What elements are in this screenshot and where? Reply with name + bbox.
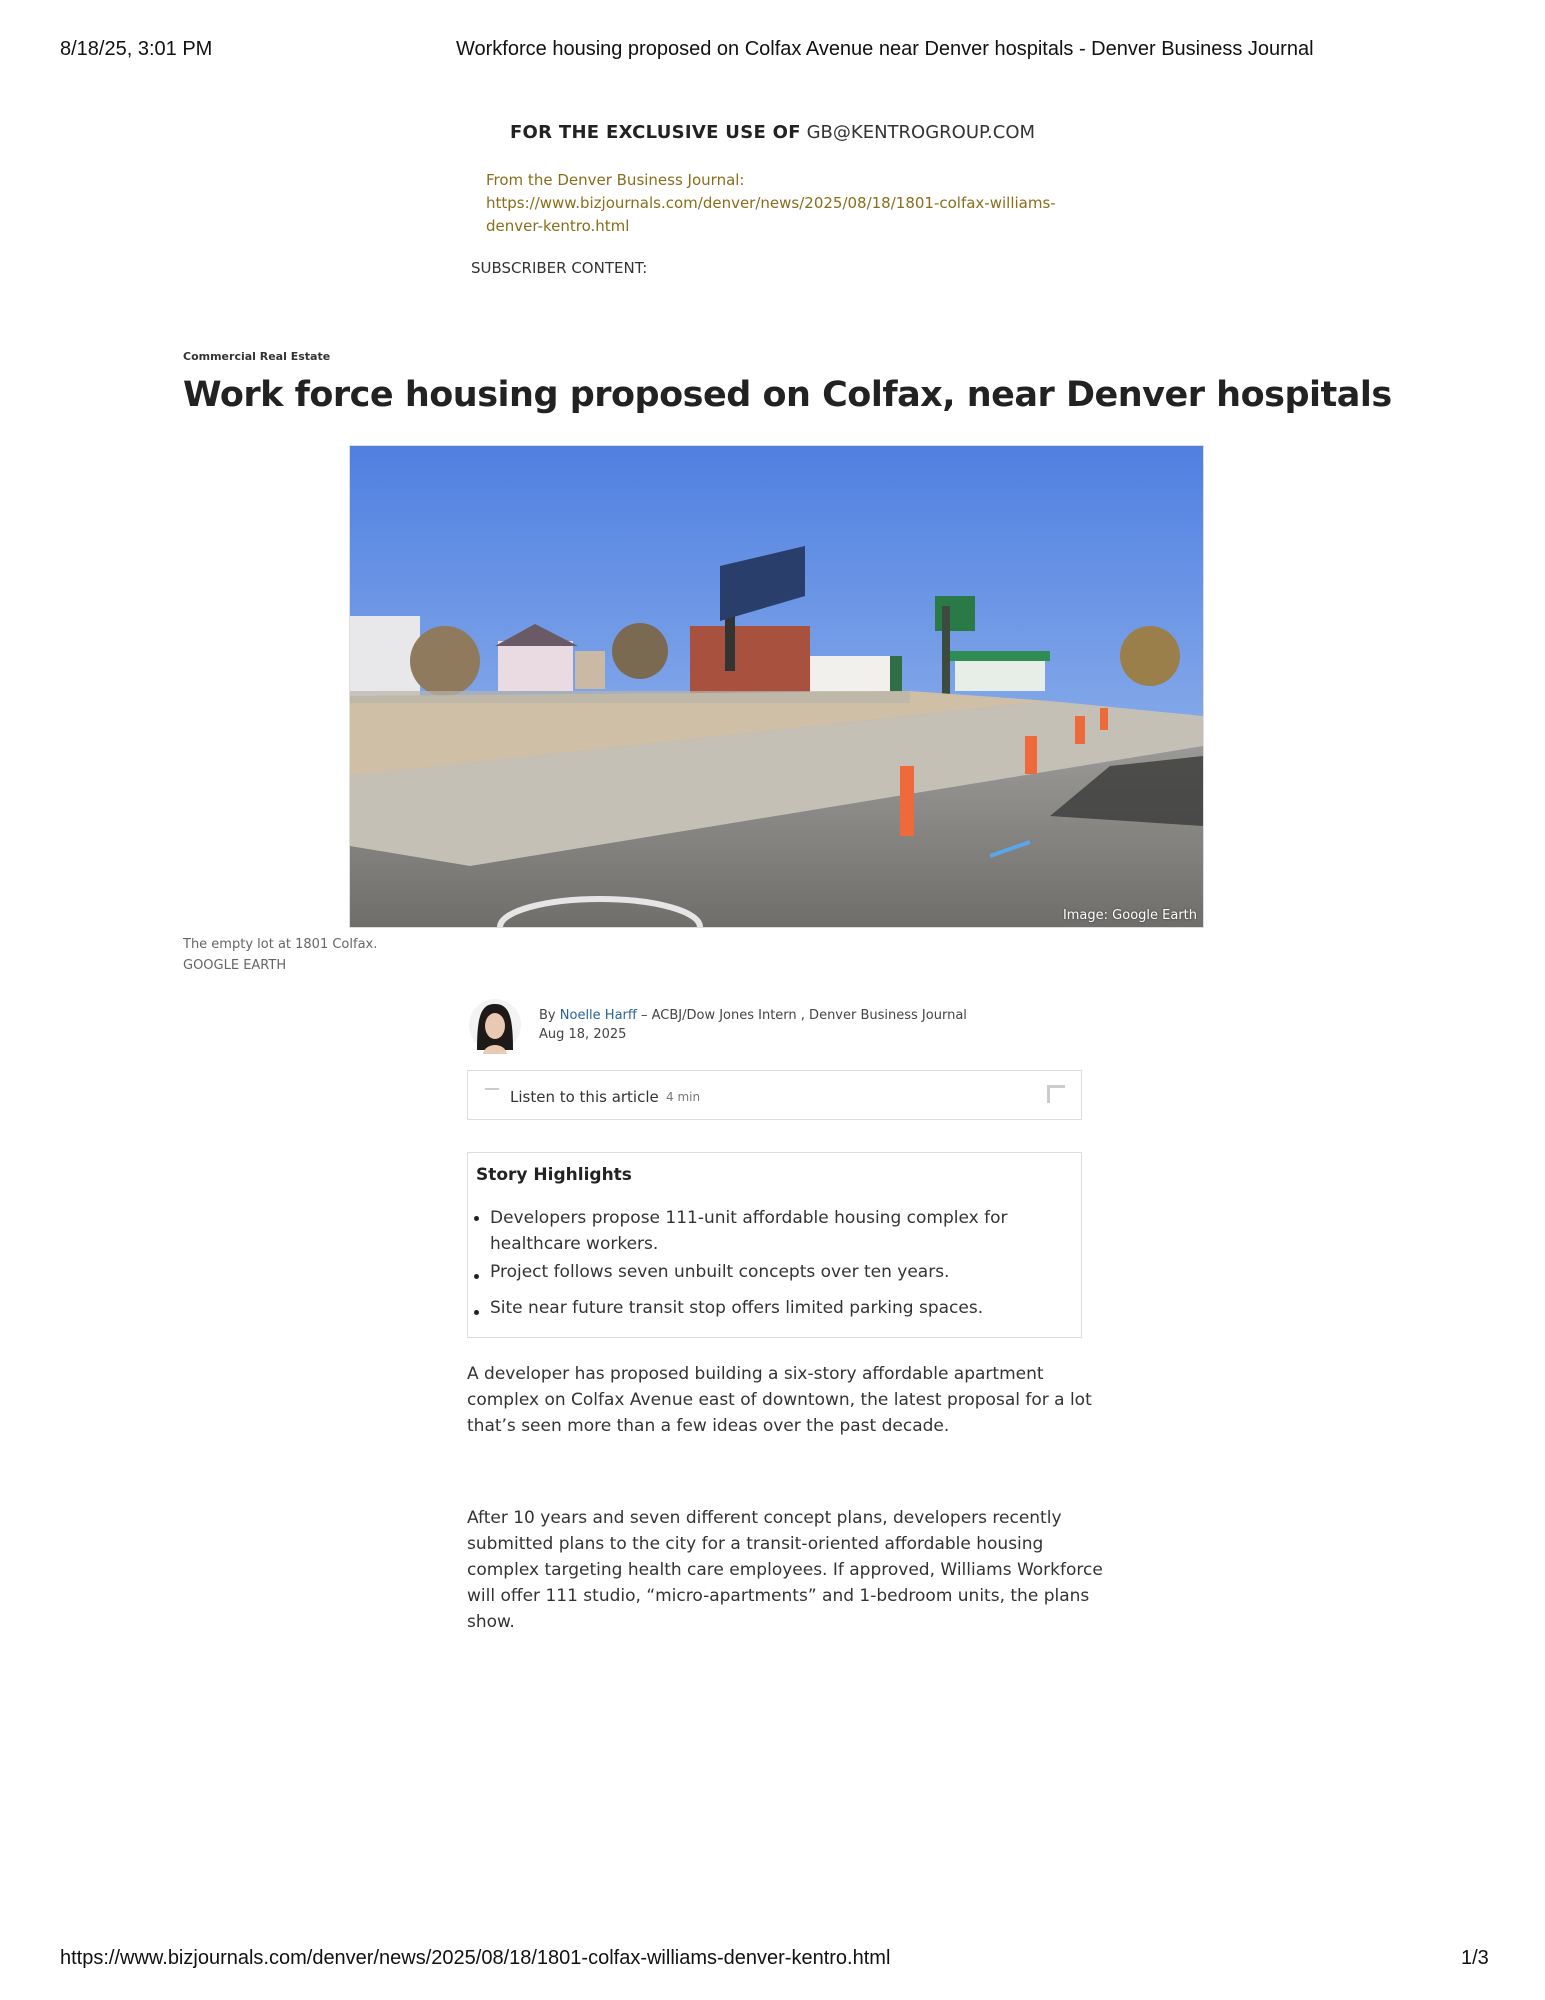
street-view-photo xyxy=(350,446,1203,927)
bullet-icon xyxy=(474,1216,479,1221)
highlight-text: Project follows seven unbuilt concepts over ten years. xyxy=(490,1262,950,1282)
body-paragraph-2: After 10 years and seven different concept plans, developers recently submitted plans to the city for a transit-oriented affordable housing complex targeting health care employees. If approved, Williams Workforce will offer 111 studio, “micro-apartments” and 1-bedroom units, the plans show. xyxy=(467,1508,1103,1632)
source-url-line1: https://www.bizjournals.com/denver/news/2025/08/18/1801-colfax-williams- xyxy=(486,194,1056,212)
exclusive-use-notice xyxy=(0,122,1545,143)
story-highlights-title: Story Highlights xyxy=(476,1165,632,1185)
article-date: Aug 18, 2025 xyxy=(539,1027,627,1042)
listen-to-article-widget[interactable] xyxy=(467,1070,1082,1120)
story-highlights-list xyxy=(468,1205,1068,1321)
highlight-text: Site near future transit stop offers limited parking spaces. xyxy=(490,1298,984,1318)
print-footer-url: https://www.bizjournals.com/denver/news/2025/08/18/1801-colfax-williams-denver-kentro.html xyxy=(60,1947,891,1969)
highlight-text: Developers propose 111-unit affordable housing complex for healthcare workers. xyxy=(490,1208,1008,1254)
print-page-title: Workforce housing proposed on Colfax Avenue near Denver hospitals - Denver Business Journal xyxy=(456,38,1314,60)
article-photo xyxy=(349,445,1204,928)
source-label: From the Denver Business Journal: xyxy=(486,171,745,189)
list-item xyxy=(468,1205,1068,1257)
list-item xyxy=(468,1259,1068,1285)
article-headline: Work force housing proposed on Colfax, near Denver hospitals xyxy=(183,375,1392,415)
caption-credit: GOOGLE EARTH xyxy=(183,958,287,973)
article-byline xyxy=(539,1006,967,1044)
exclusive-use-email: GB@KENTROGROUP.COM xyxy=(806,122,1036,143)
exclusive-use-label: FOR THE EXCLUSIVE USE OF xyxy=(509,122,801,143)
subscriber-content-label: SUBSCRIBER CONTENT: xyxy=(471,259,648,277)
byline-prefix: By xyxy=(539,1008,556,1023)
bullet-icon xyxy=(474,1274,479,1279)
author-link[interactable]: Noelle Harff xyxy=(559,1008,637,1023)
print-page-number: 1/3 xyxy=(1461,1947,1489,1969)
source-url-link[interactable] xyxy=(486,194,1056,235)
story-highlights-box xyxy=(467,1152,1082,1338)
audio-icon xyxy=(485,1088,499,1090)
author-role: – ACBJ/Dow Jones Intern , Denver Business Journal xyxy=(636,1008,967,1023)
photo-caption xyxy=(183,934,377,976)
photo-credit-overlay: Image: Google Earth xyxy=(1062,908,1197,923)
author-avatar[interactable] xyxy=(469,996,521,1054)
caption-text: The empty lot at 1801 Colfax. xyxy=(183,937,378,952)
source-url-line2: denver-kentro.html xyxy=(486,217,630,235)
body-paragraph-1: A developer has proposed building a six-story affordable apartment complex on Colfax Avenue east of downtown, the latest proposal for a lot that’s seen more than a few ideas over the past decade. xyxy=(467,1364,1092,1436)
print-datetime: 8/18/25, 3:01 PM xyxy=(60,38,213,60)
expand-corner-icon[interactable] xyxy=(1047,1085,1065,1103)
listen-label: Listen to this article xyxy=(510,1088,659,1106)
list-item xyxy=(468,1295,1068,1321)
bullet-icon xyxy=(474,1310,479,1315)
listen-duration: 4 min xyxy=(666,1090,701,1104)
source-notice xyxy=(486,169,1086,238)
article-category[interactable]: Commercial Real Estate xyxy=(183,350,331,363)
